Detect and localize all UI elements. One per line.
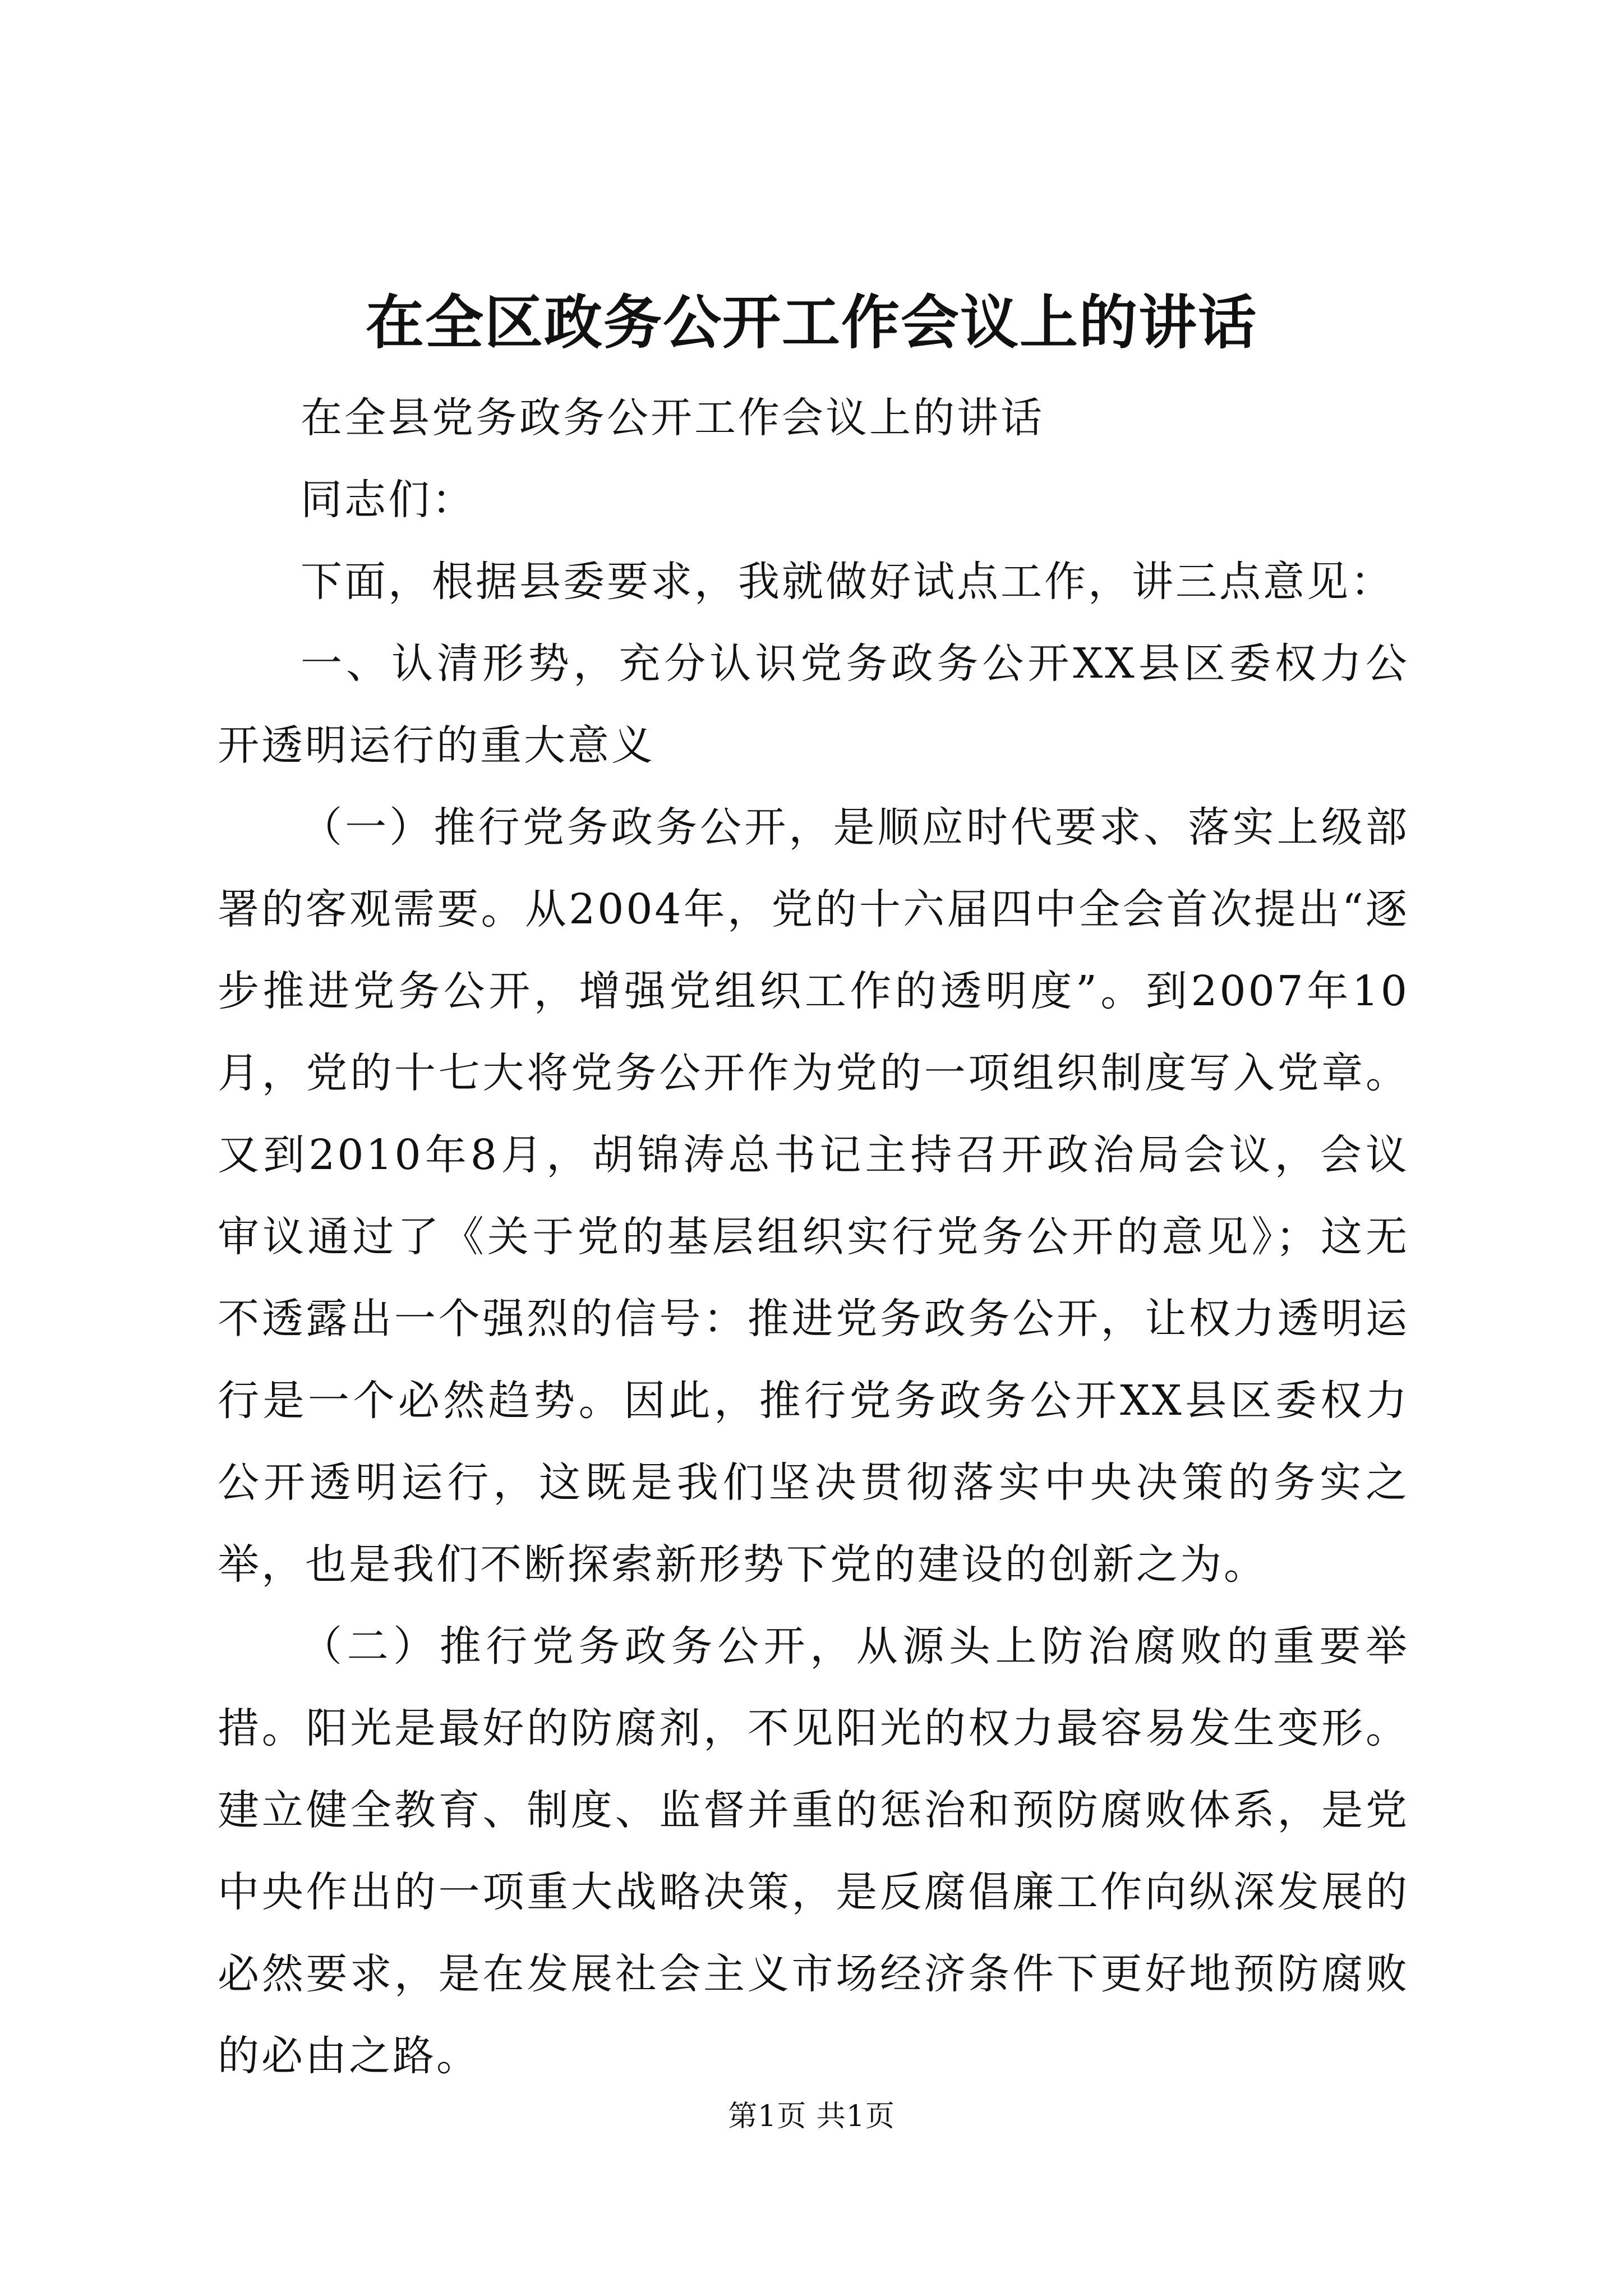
intro-paragraph: 下面，根据县委要求，我就做好试点工作，讲三点意见：: [301, 558, 1394, 606]
section-heading-1: 一、认清形势，充分认识党务政务公开XX县区委权力公开透明运行的重大意义: [218, 639, 1409, 770]
subtitle-paragraph: 在全县党务政务公开工作会议上的讲话: [301, 394, 1044, 442]
body-paragraph-2: （二）推行党务政务公开，从源头上防治腐败的重要举措。阳光是最好的防腐剂，不见阳光的权力最容易发生变形。建立健全教育、制度、监督并重的惩治和预防腐败体系，是党中央作出的一项重大战略决策，是反腐倡廉工作向纵深发展的必然要求，是在发展社会主义市场经济条件下更好地预防腐败的必由之路。: [218, 1622, 1409, 2080]
document-title: 在全区政务公开工作会议上的讲话: [365, 288, 1257, 357]
salutation-paragraph: 同志们：: [301, 476, 476, 524]
body-paragraph-1: （一）推行党务政务公开，是顺应时代要求、落实上级部署的客观需要。从2004年，党的十六届四中全会首次提出“逐步推进党务公开，增强党组织工作的透明度”。到2007年10月，党的十七大将党务公开作为党的一项组织制度写入党章。又到2010年8月，胡锦涛总书记主持召开政治局会议，会议审议通过了《关于党的基层组织实行党务公开的意见》；这无不透露出一个强烈的信号：推进党务政务公开，让权力透明运行是一个必然趋势。因此，推行党务政务公开XX县区委权力公开透明运行，这既是我们坚决贯彻落实中央决策的务实之举，也是我们不断探索新形势下党的建设的创新之为。: [218, 803, 1409, 1589]
document-body: [218, 377, 1409, 2097]
page-footer: 第1页 共1页: [728, 2100, 895, 2133]
